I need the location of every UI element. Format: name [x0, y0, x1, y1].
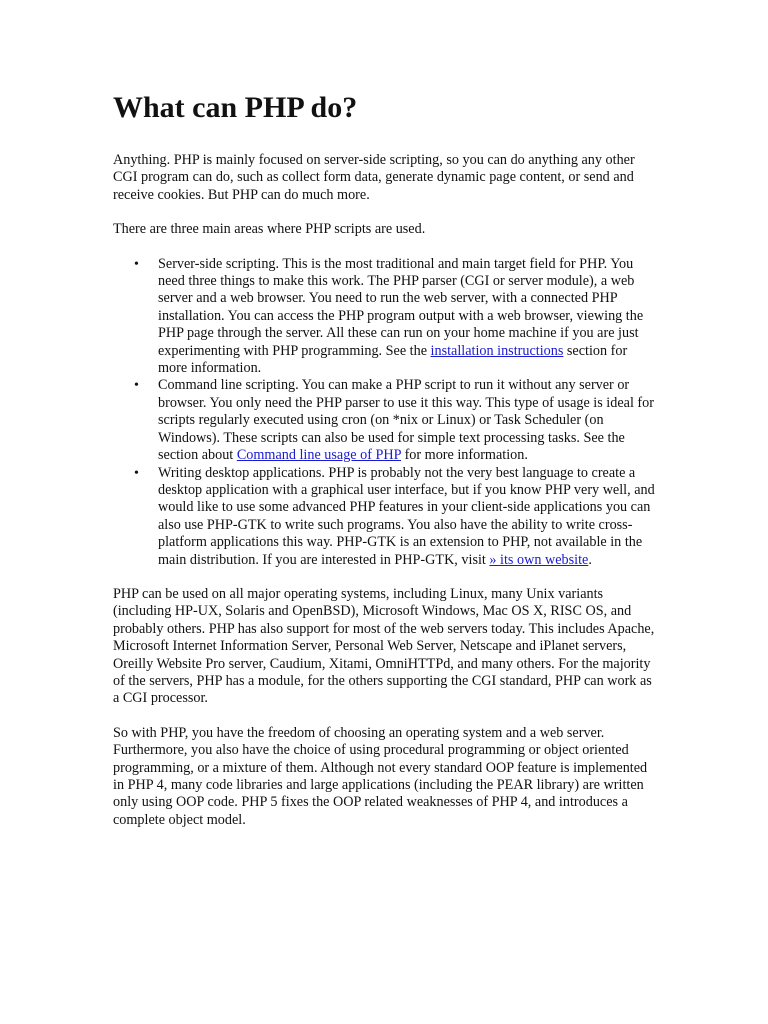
installation-instructions-link[interactable]: installation instructions	[430, 342, 564, 359]
list-item-command-line	[134, 377, 658, 464]
areas-list	[113, 256, 658, 569]
bullet-icon: •	[134, 378, 139, 394]
list-item-text: Writing desktop applications. PHP is probably not the very best language to create a desktop application with a graphical user interface, but if you know PHP very well, and would like to use some advanced PHP features in your client-side applications you can also use PHP-GTK to write such programs. You also have the ability to write cross-platform applications this way. PHP-GTK is an extension to PHP, not available in the main distribution. If you are interested in PHP-GTK, visit	[158, 464, 655, 568]
document-page	[113, 88, 658, 846]
php-gtk-website-link[interactable]: » its own website	[489, 551, 589, 568]
list-item-text: Command line scripting. You can make a PHP script to run it without any server or browser. You only need the PHP parser to use it this way. This type of usage is ideal for scripts regularly executed using cron (on *nix or Linux) or Task Scheduler (on Windows). These scripts can also be used for simple text processing tasks. See the section about	[158, 377, 654, 464]
command-line-usage-link[interactable]: Command line usage of PHP	[236, 447, 402, 464]
bullet-icon: •	[134, 256, 139, 272]
list-item-text: for more information.	[401, 447, 528, 464]
list-item-text: section for more information.	[158, 342, 628, 377]
intro-paragraph: Anything. PHP is mainly focused on server-side scripting, so you can do anything any other CGI program can do, such as collect form data, generate dynamic page content, or send and receive cookies. But PHP can do much more.	[113, 152, 635, 203]
list-item-server-side	[134, 255, 658, 378]
list-item-text: .	[588, 551, 592, 568]
list-item-desktop-apps	[134, 464, 658, 569]
list-item-text: Server-side scripting. This is the most traditional and main target field for PHP. You need three things to make this work. The PHP parser (CGI or server module), a web server and a web browser. You need to run the web server, with a connected PHP installation. You can access the PHP program output with a web browser, viewing the PHP page through the server. All these can run on your home machine if you are just experimenting with PHP programming. See the	[158, 255, 644, 359]
freedom-paragraph: So with PHP, you have the freedom of choosing an operating system and a web server. Furthermore, you also have the choice of using procedural programming or object oriented programming, or a mixture of them. Although not every standard OOP feature is implemented in PHP 4, many code libraries and large applications (including the PEAR library) are written only using OOP code. PHP 5 fixes the OOP related weaknesses of PHP 4, and introduces a complete object model.	[113, 724, 648, 828]
areas-intro-paragraph: There are three main areas where PHP scripts are used.	[113, 221, 426, 238]
platforms-paragraph: PHP can be used on all major operating systems, including Linux, many Unix variants (including HP-UX, Solaris and OpenBSD), Microsoft Windows, Mac OS X, RISC OS, and probably others. PHP has also support for most of the web servers today. This includes Apache, Microsoft Internet Information Server, Personal Web Server, Netscape and iPlanet servers, Oreilly Website Pro server, Caudium, Xitami, OmniHTTPd, and many others. For the majority of the servers, PHP has a module, for the others supporting the CGI standard, PHP can work as a CGI processor.	[113, 585, 655, 707]
bullet-icon: •	[134, 465, 139, 481]
page-title: What can PHP do?	[113, 91, 358, 124]
